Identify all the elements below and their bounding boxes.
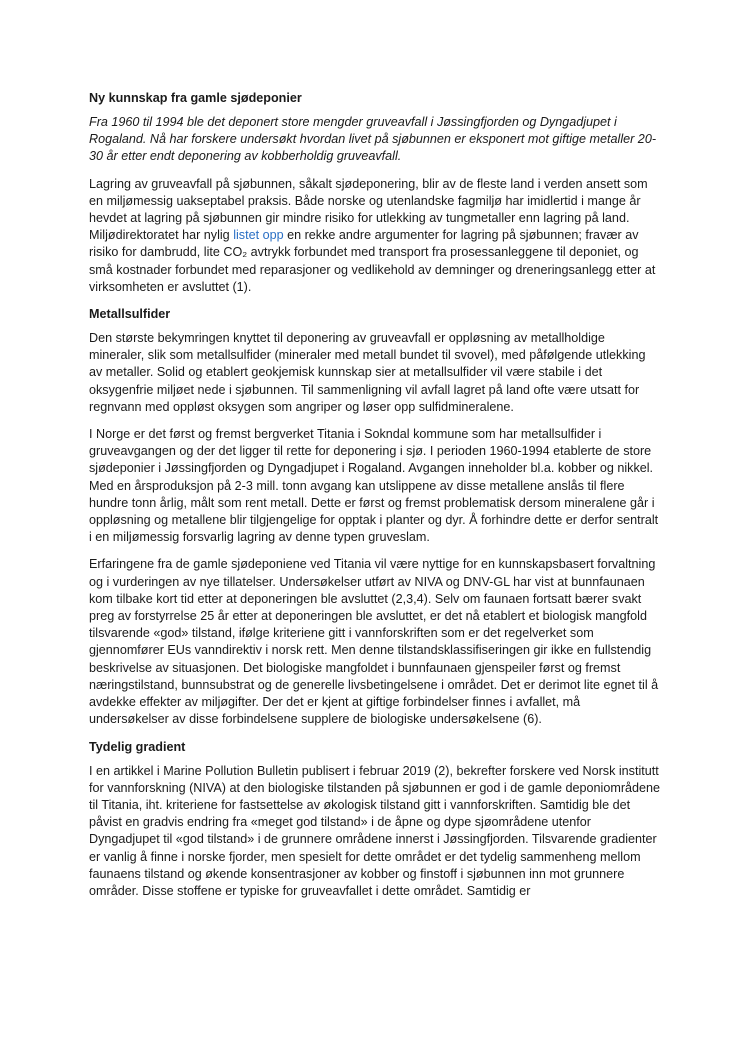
section-heading-metallsulfider: Metallsulfider xyxy=(89,307,171,322)
section-heading-gradient: Tydelig gradient xyxy=(89,739,186,754)
paragraph-intro xyxy=(89,176,661,296)
paragraph-erfaringer: Erfaringene fra de gamle sjødeponiene ved Titania vil være nyttige for en kunnskapsbasert forvaltning og i vurderingen av nye tillatelser. Undersøkelser utført av NIVA og DNV-GL har vist at bunnfaunaen kom tilbake kort tid etter at deponeringen ble avsluttet (2,3,4). Selv om faunaen fortsatt bærer svakt preg av forstyrrelse 25 år etter at deponeringen ble avsluttet, er det nå etablert et biologisk mangfold tilsvarende «god» tilstand, ifølge kriteriene gitt i vannforskriften som er det regelverket som gjennomfører EUs vanndirektiv i norsk rett. Men denne tilstandsklassifiseringen gir ikke en fullstendig beskrivelse av situasjonen. Det biologiske mangfoldet i bunnfaunaen gjenspeiler først og fremst næringstilstand, bunnsubstrat og de generelle livsbetingelsene i området. Det er derimot lite egnet til å avdekke effekter av miljøgifter. Der det er kjent at giftige forbindelser finnes i avfallet, må undersøkelser av disse forbindelsene supplere de biologiske undersøkelsene (6). xyxy=(89,557,659,727)
paragraph-titania: I Norge er det først og fremst bergverket Titania i Sokndal kommune som har metallsulfider i gruveavgangen og der det ligger til rette for deponering i sjø. I perioden 1960-1994 etablerte de store sjødeponier i Jøssingfjorden og Dyngadjupet i Rogaland. Avgangen inneholder bl.a. kobber og nikkel. Med en årsproduksjon på 2-3 mill. tonn avgang kan utslippene av disse metallene anslås til flere hundre tonn årlig, målt som rent metall. Dette er først og fremst problematisk dersom mineralene går i oppløsning og metallene blir tilgjengelige for opptak i planter og dyr. Å forhindre dette er derfor sentralt i en miljømessig forsvarlig lagring av denne typen gruveslam. xyxy=(89,427,659,545)
listet-opp-link[interactable]: listet opp xyxy=(233,228,284,243)
article-lead: Fra 1960 til 1994 ble det deponert store mengder gruveavfall i Jøssingfjorden og Dyngadjupet i Rogaland. Nå har forskere undersøkt hvordan livet på sjøbunnen er eksponert mot giftige metaller 20-30 år etter endt deponering av kobberholdig gruveavfall. xyxy=(89,115,657,164)
paragraph-gradient: I en artikkel i Marine Pollution Bulletin publisert i februar 2019 (2), bekrefter forskere ved Norsk institutt for vannforskning (NIVA) at den biologiske tilstanden på sjøbunnen er god i de gamle deponiområdene til Titania, iht. kriteriene for fastsettelse av økologisk tilstand gitt i vannforskriften. Samtidig ble det påvist en gradvis endring fra «meget god tilstand» i de åpne og dype sjøområdene utenfor Dyngadjupet til «god tilstand» i de grunnere områdene innerst i Jøssingfjorden. Tilsvarende gradienter er vanlig å finne i norske fjorder, men spesielt for dette området er det tydelig sammenheng mellom faunaens tilstand og økende konsentrasjoner av kobber og finstoff i sjøbunnen inn mot grunnere områder. Disse stoffene er typiske for gruveavfallet i dette området. Samtidig er xyxy=(89,763,661,898)
paragraph-metallsulfider: Den største bekymringen knyttet til deponering av gruveavfall er oppløsning av metallholdige mineraler, slik som metallsulfider (mineraler med metall bundet til svovel), med påfølgende utlekking av metaller. Solid og etablert geokjemisk kunnskap sier at metallsulfider vil være stabile i det oksygenfrie miljøet nede i sjøbunnen. Til sammenligning vil avfall lagret på land ofte være utsatt for regnvann med oppløst oksygen som angriper og løser opp sulfidmineralene. xyxy=(89,331,646,414)
paragraph-intro-text-1: Lagring av gruveavfall på sjøbunnen, såkalt sjødeponering, blir av de fleste land i verden ansett som en miljømessig uakseptabel praksis. Både norske og utenlandske fagmiljø har imidlertid i mange år hevdet at lagring på sjøbunnen gir mindre risiko for utlekking av tungmetaller enn lagring på land. Miljødirektoratet har nylig xyxy=(89,176,648,243)
paragraph-intro-text-2: en rekke andre argumenter for lagring på sjøbunnen; fravær av risiko for dambrudd, lite CO₂ avtrykk forbundet med transport fra prosessanleggene til deponiet, og små kostnader forbundet med reparasjoner og vedlikehold av demninger og dreneringsanlegg etter at virksomheten er avsluttet (1). xyxy=(89,228,656,294)
document-page xyxy=(89,90,661,910)
article-title: Ny kunnskap fra gamle sjødeponier xyxy=(89,91,302,105)
